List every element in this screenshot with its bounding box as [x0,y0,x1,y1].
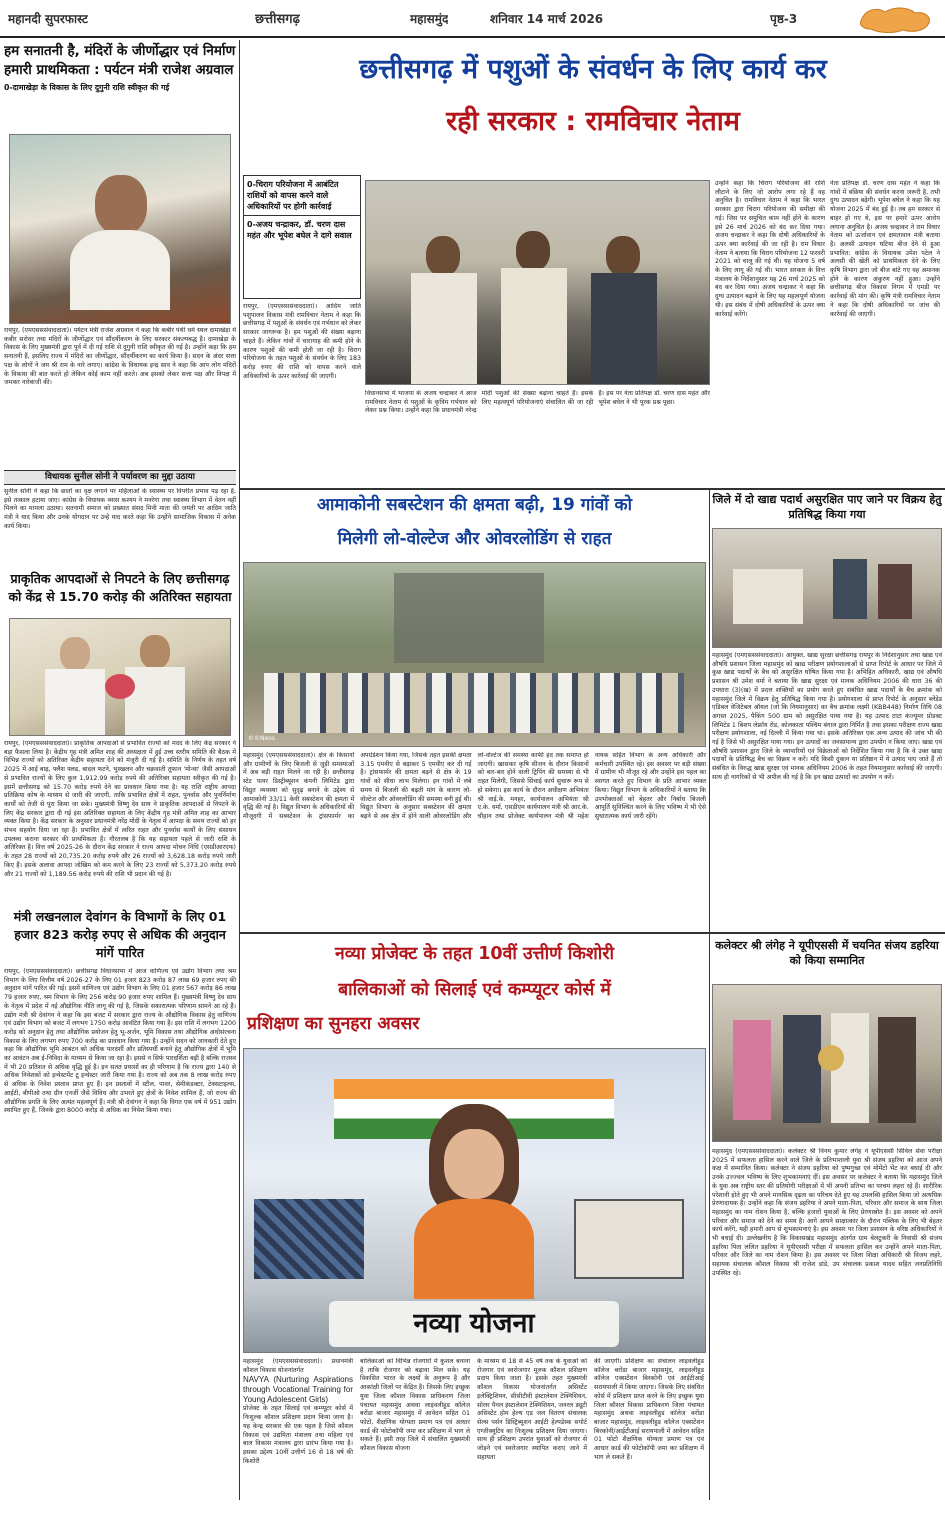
left-story-tourism-headline: हम सनातनी है, मंदिरों के जीर्णोद्धार एवं निर्माण हमारी प्राथमिकता : पर्यटन मंत्री राजेश अग्रवाल [4,43,236,78]
left-story-disaster-body: रायपुर, (एमएसससंवाददाता)। प्राकृतिक आपदाओं से प्रभावित राज्यों को मदद के लिए केंद्र सरकार ने बड़ा फैसला लिया है। केंद्रीय गृह मंत्री अमित शाह की अध्यक्षता में हुई उच्च स्तरीय समिति की बैठक में विभिन्न राज्यों को अतिरिक्त केंद्रीय सहायता देने को मंजूरी दी गई है। समिति के निर्णय के तहत वर्ष 2025 में आई बाढ़, फ्लैश फ्लड, बादल फटने, भूस्खलन और चक्रवाती तूफान 'मोन्था' जैसी आपदाओं से प्रभावित राज्यों के लिए कुल 1,912.99 करोड़ रुपये की अतिरिक्त सहायता स्वीकृत की गई है। इसमें छत्तीसगढ़ को 15.70 करोड़ रुपये देने का प्रावधान किया गया है। यह राशि राष्ट्रीय आपदा प्रतिक्रिया कोष के माध्यम से जारी की जाएगी, ताकि प्रभावित क्षेत्रों में राहत, पुनर्वास और पुनर्निर्माण कार्यों को तेजी से पूरा किया जा सके। मुख्यमंत्री विष्णु देव साय ने प्राकृतिक आपदाओं से निपटने के लिए केंद्र सरकार द्वारा दी गई इस अतिरिक्त सहायता के लिए केंद्रीय गृह मंत्री अमित शाह का आभार व्यक्त किया है। केंद्र सरकार के अनुसार प्रधानमंत्री नरेंद्र मोदी के नेतृत्व में आपदा के समय राज्यों को हर संभव सहयोग दिया जा रहा है। प्रभावित क्षेत्रों में त्वरित राहत और पुनर्वास कार्यों के लिए संसाधन उपलब्ध कराना सरकार की प्राथमिकता है। गौरतलब है कि यह सहायता पहले से जारी राशि के अतिरिक्त है। वित्त वर्ष 2025-26 के दौरान केंद्र सरकार ने राज्य आपदा मोचन निधि (एसडीआरएफ) के तहत 28 राज्यों को 20,735.20 करोड़ रुपये और 26 राज्यों को 3,628.18 करोड़ रुपये जारी किए हैं। इसके अलावा आपदा जोखिम को कम करने के लिए 23 राज्यों को 5,373.20 करोड़ रुपये और 21 राज्यों को 1,189.56 करोड़ रुपये की राशि भी प्रदान की गई है। [4,740,236,878]
navya-story [243,936,706,1498]
shah-meeting-photo [9,618,231,736]
food-safety-story [712,492,942,932]
substation-photo [243,562,706,747]
left-story-tourism-body: रायपुर, (एमएसससंवाददाता)। पर्यटन मंत्री राजेश अग्रवाल ने कहा कि कबीर पंथी धर्म स्थल दामाखेड़ा में कबीर सरोवर तथा मंदिरों के जीर्णोद्धार एवं सौंदर्यीकरण के लिए सरकार संकल्पबद्ध है। दामाखेड़ा के विकास के लिए मुख्यमंत्री द्वारा पूर्व में दी गई राशि से दुगुनी राशि स्वीकृत की गई है। उन्होंने कहा कि हम सनातनी हैं, इसलिए राज्य में मंदिरों का जीर्णोद्धार, सौंदर्यीकरण का कार्य किया है। सदन के अंदर सत्ता पक्ष के लोगों ने जय श्री राम के नारे लगाए। कांग्रेस के विधायक इन्द्र साव ने कहा कि आप लोग मंदिरों के विकास की बात करते हो लेकिन कोई काम नहीं करते। अब इसको लेकर सत्ता पक्ष और विपक्ष में जमकर नारेबाजी की। [4,327,236,387]
page-number: पृष्ठ-3 [770,12,798,26]
collector-photo [712,984,942,1142]
lead-headline-line2: रही सरकार : रामविचार नेताम [446,106,740,137]
food-safety-body: महासमुंद (एमएसससंवाददाता)। आयुक्त, खाद्य सुरक्षा छत्तीसगढ़ रायपुर के निर्देशानुसार तथा खाद्य एवं औषधि प्रशासन जिला महासमुंद को खाद्य परीक्षण प्रयोगशालाओं से प्राप्त रिपोर्ट के आधार पर जिले में कुछ खाद्य पदार्थों के बैच को असुरक्षित घोषित किया गया है। अभिहित अधिकारी, खाद्य एवं औषधि प्रशासन श्री उमेश वर्मा ने बताया कि खाद्य सुरक्षा एवं मानक अधिनियम 2006 की धारा 36 की उपधारा (3)(ख) में प्रदत्त शक्तियों का प्रयोग करते हुए संबंधित खाद्य पदार्थों के बैच क्रमांक को महासमुंद जिले में विक्रय हेतु प्रतिषिद्ध किया गया है। प्रयोगशाला से प्राप्त रिपोर्ट के अनुसार ब्लेंडेड एडिबल वेजिटेबल ऑयल (जो कि नियमानुसार) का बैच क्रमांक लक्ष्मी (KBB448) निर्माण तिथि 08 अगस्त 2025, पैकिंग 500 ग्राम को असुरक्षित पाया गया है। यह उत्पाद टाटा कंज्यूमर प्रोडक्ट लिमिटेड 1 बिशप लेफ्रॉय रोड, कोलकाता पश्चिम बंगाल द्वारा निर्मित है तथा इसका परीक्षण राज्य खाद्य परीक्षण प्रयोगशाला, नई दिल्ली में किया गया था। इसके अतिरिक्त एक अन्य उत्पाद की जांच भी की गई है जिसे भी असुरक्षित पाया गया। इन उत्पादों का जनसामान्य द्वारा उपयोग न किया जाए। खाद्य एवं औषधि प्रशासन द्वारा जिले के व्यापारियों एवं विक्रेताओं को निर्देशित किया गया है कि वे उक्त खाद्य पदार्थों के प्रतिषिद्ध बैच का विक्रय न करें। यदि किसी दुकान या प्रतिष्ठान में ये उत्पाद पाए जाते हैं तो संबंधित के विरुद्ध खाद्य सुरक्षा एवं मानक अधिनियम 2006 के तहत नियमानुसार कार्रवाई की जाएगी। साथ ही नागरिकों से भी अपील की गई है कि इन खाद्य उत्पादों का उपयोग न करें। [712,652,942,781]
issue-date: शनिवार 14 मार्च 2026 [490,12,604,26]
navya-body-col1 [243,1358,353,1498]
paper-name: महानदी सुपरफास्ट [8,12,88,26]
state-map-icon [855,3,935,37]
collector-story [712,936,942,1498]
lead-callouts [243,175,361,299]
left-story-environment-body: सुनील सोनी ने कहा कि छातों का वृक्ष लगाने पर महिलाओं के स्वास्थ्य पर विपरीत प्रभाव पड़ रहा है, इसे तत्काल हटाया जाए। कांग्रेस के विधायक व्यास कश्यप ने मनरेगा तथा स्वास्थ्य विभाग में वेतन नहीं मिलने का मामला उठाया। सतनामी समाज को प्रख्यात संसद मिनी माता की जयंती पर आदिम जाति मंत्री ने याद किया और उनके योगदान पर उन्हें याद करते कहा कि उन्होंने सामाजिक विकास में अनेक कार्य किया। [4,488,236,530]
substation-photo-credit: ©©Neos [248,735,275,742]
masthead [0,0,945,38]
navya-poster-caption-text: नव्या योजना [413,1308,535,1339]
navya-body-col3: के माध्यम से 18 से 45 वर्ष तक के युवाओं को रोजगार एवं स्वरोजगार मूलक कौशल प्रशिक्षण प्रदाय किया जाता है। इसके तहत मुख्यमंत्री कौशल विकास योजनांतर्गत असिस्टेंट इलेक्ट्रिशियन, सीसीटीवी इंस्टालेशन टेक्निशियन, सोलर पैनल इंस्टालेशन टेक्निशियन, जनरल ड्यूटी असिस्टेंट होम हेल्थ एड जल वितरण संचालक सेल्स पर्सन डिस्ट्रिब्यूशन आईटी हेल्पडेस्क सपोर्ट एग्जीक्यूटिव का निःशुल्क प्रशिक्षण दिया जाएगा। साथ ही प्रशिक्षण उपरांत युवाओं को रोजगार से जोड़ने एवं स्वरोजगार स्थापित कराए जाने में सहायता [477,1358,587,1461]
lead-body-col4: नेता प्रतिपक्ष डॉ. चरण दास महंत ने कहा कि गांवों में बछिया की संवर्धन करना जरूरी है, तभी दुग्ध उत्पादन बढ़ेगी। भूपेश बघेल ने कहा कि यह योजना 2025 में बंद हुई है। तब हम सरकार से बाहर हो गए थे, इस पर हमारे ऊपर आरोप लगाना अनुचित है। अजय चन्द्राकर ने राम विचार नेताम को ऊर्जावान एवं क्षमतावान मंत्री बताया है। अलसी उत्पादन घटिया बीज देने से हुआ प्रभावित: कांग्रेस के विधायक उमेश पटेल ने अलसी की खेती को प्राथमिकता देने के लिए कृषि विभाग द्वारा जो बीज बांटे गए वह अमानक होने के कारण अंकुरण नहीं हुआ। उन्होंने छत्तीसगढ़ बीज विकास निगम में एमडी पर कार्रवाई की मांग की। कृषि मंत्री रामविचार नेताम ने कहा कि दोषी अधिकारियों पर जांच की कार्रवाई की जाएगी। [830,180,940,318]
lead-body-col2: विधानसभा में भाजपा के अजय चन्द्राकर ने आज रामविचार नेताम से पशुओं के कृत्रिम गर्भधान को लेकर प्रश्न किया। उन्होंने कहा कि प्रधानमंत्री नरेन्द्र मोदी पशुओं की संख्या बढ़ाना चाहते हैं। इसके लिए महत्वपूर्ण परियोजनाएं संचालित की जा रही हैं। इस पर नेता प्रतिपक्ष डॉ. चरण दास महंत और भूपेश बघेल ने भी पूरक प्रश्न पूछा। [365,390,710,415]
lead-story [243,40,943,488]
navya-body-col1-text: प्रोजेक्ट के तहत सिलाई एवं कम्प्यूटर कोर्स में निःशुल्क कौशल प्रशिक्षण प्रदान किया जाना है। यह केन्द्र सरकार की एक पहल है जिसे कौशल विकास एवं उद्यमिता मंत्रालय तथा महिला एवं बाल विकास मंत्रालय द्वारा प्रारंभ किया गया है। इसका उद्देश्य 10वीं उत्तीर्ण 16 से 18 वर्ष की किशोरी [243,1405,353,1465]
registration-dots-center [460,1504,520,1514]
navya-body-col2: बालिकाओं को विभिन्न रोजगारों में कुशल बनाना है ताकि रोजगार को बढ़ावा मिल सके। यह विकसित भारत के लक्ष्यों के अनुरूप है और आकांक्षी जिलों पर केंद्रित है। जिसके लिए इच्छुक युवा जिला कौशल विकास प्राधिकरण जिला पंचायत महासमुंद अथवा लाइवलीहुड कॉलेज बरोंडा बाजार महासमुंद में आवेदन सहित 01 फोटो, शैक्षणिक योग्यता प्रमाण पत्र एवं आधार कार्ड की फोटोकॉपी जमा कर प्रशिक्षण में भाग ले सकते हैं। इसी तरह जिले में संचालित मुख्यमंत्री कौशल विकास योजना [360,1358,470,1453]
navya-headline-line2: बालिकाओं को सिलाई एवं कम्प्यूटर कोर्स में [338,980,611,1000]
navya-body-col4: की जाएगी। प्रशिक्षण का संचालन लाइवलीहुड कॉलेज बरोंडा बाजार महासमुंद, लाइवलीहुड कॉलेज एक्सटेंशन बिरकोनी एवं आईटीआई सरायपाली में किया जाएगा। जिसके लिए संबंधित कोर्स में प्रशिक्षण प्राप्त करने के लिए इच्छुक युवा जिला कौशल विकास प्राधिकरण जिला पंचायत महासमुंद अथवा लाइवलीहुड कॉलेज बरोंडा बाजार महासमुंद, लाइवलीहुड कॉलेज एक्सटेंशन बिरकोनी/आईटीआई सरायपाली में आवेदन सहित 01 फोटो शैक्षणिक योग्यता प्रमाण पत्र एवं आधार कार्ड की फोटोकॉपी जमा कर प्रशिक्षण में भाग ले सकते हैं। [594,1358,704,1461]
navya-body-col1-english: NAVYA (Nurturing Aspirations through Vocational Training for Young Adolescent Girls) [243,1375,353,1405]
city-name: महासमुंद [410,12,449,26]
left-story-tourism-subhead: 0-दामाखेड़ा के विकास के लिए दुगुनी राशि स्वीकृत की गई [4,83,170,92]
navya-body-col1-intro: महासमुंद (एमएसससंवाददाता)। प्रधानमंत्री कौशल विकास योजनांतर्गत [243,1358,353,1374]
registration-dots-left [195,1504,255,1514]
left-story-disaster-headline: प्राकृतिक आपदाओं से निपटने के लिए छत्तीसगढ़ को केंद्र से 15.70 करोड़ की अतिरिक्त सहायता [8,571,232,604]
navya-headline-line3: प्रशिक्षण का सुनहरा अवसर [247,1014,420,1034]
left-story-disaster [4,570,236,905]
left-story-industry-body: रायपुर, (एमएसससंवाददाता)। छत्तीसगढ़ विधानसभा में आज वाणिज्य एवं उद्योग विभाग तथा श्रम विभाग के लिए वित्तीय वर्ष 2026-27 के लिए 01 हजार 823 करोड़ 87 लाख 69 हजार रुपए की अनुदान मांगें पारित की गई। इसमें वाणिज्य एवं उद्योग विभाग के लिए 01 हजार 567 करोड़ 86 लाख 79 हजार रुपए, श्रम विभाग के लिए 256 करोड़ 90 हजार रुपए शामिल हैं। मुख्यमंत्री विष्णु देव साय के नेतृत्व में प्रदेश में नई औद्योगिक नीति लागू की गई है, जिसके सकारात्मक परिणाम सामने आ रहे हैं। उद्योग मंत्री श्री देवांगन ने कहा कि इस बजट में सरकार द्वारा राज्य के औद्योगिक विकास हेतु वाणिज्य एवं उद्योग विभाग को बजट में लगभग 1750 करोड़ आवंटित किया गया है। इस राशि में लगभग 1200 करोड़ को अनुदान हेतु तथा औद्योगिक प्रयोजन हेतु भू-अर्जन, भूमि विकास तथा औद्योगिक अधोसंरचना विकास के लिए लगभग रुपए 700 करोड़ का प्रावधान किया गया है। उन्होंने सदन को जानकारी देते हुए कहा कि औद्योगिक भूमि आबंटन को अधिक पारदर्शी और प्रतिस्पर्धी बनाने हेतु औद्योगिक क्षेत्रों में भूमि का आवंटन अब ई-निविदा के माध्यम से किया जा रहा है। इससे न सिर्फ पारदर्शिता बढ़ी है बल्कि राजस्व में भी 20 प्रतिशत से अधिक वृद्धि हुई है। इन सतत प्रयासों का ही परिणाम है कि राज्य द्वारा 140 से अधिक निवेशकों को इन्वेस्टमेंट टू इन्वेस्टर जारी किया गया है। राज्य को अब तक 8 लाख करोड़ रुपए से अधिक के निवेश प्रस्ताव प्राप्त हुए हैं। इन प्रस्तावों में स्टील, पावर, सेमीकंडक्टर, टेक्सटाइल्स, आईटी, बीपीओ तथा ग्रीन एनर्जी जैसे विविध और उभरते हुए क्षेत्रों के निवेश शामिल हैं, जो राज्य की औद्योगिक प्रगति के लिए अत्यंत महत्वपूर्ण हैं। मंत्री श्री देवांगन ने कहा कि विगत एक वर्ष में 951 उद्योग स्थापित हुए हैं, जिनके द्वारा 8000 करोड़ से अधिक का निवेश किया गया। [4,968,236,1115]
navya-poster [243,1048,706,1353]
left-story-environment-headline: विधायक सुनील सोनी ने पर्यावरण का मुद्दा उठाया [4,470,236,485]
lead-body-col1: रायपुर, (एमएसससंवाददाता)। आदिम जाति पशुपालन विकास मंत्री रामविचार नेताम ने कहा कि छत्तीसगढ़ में पशुओं के संवर्धन एवं गर्भधान को लेकर सरकार जागरूक है। हम पशुओं की संख्या बढ़ाना चाहते हैं। लेकिन गांवों में चारागाह की कमी होने के कारण पशुओं की कमी होती जा रही है। चिराग परियोजना के तहत पशुओं के संवर्धन के लिए 183 करोड़ रुपए की राशि को वापस करने वाले अधिकारियों के ऊपर कार्रवाई की जाएगी। [243,303,361,380]
lead-headline-line1: छत्तीसगढ़ में पशुओं के संवर्धन के लिए कार्य कर [359,54,827,85]
navya-headline-line1: नव्या प्रोजेक्ट के तहत 10वीं उत्तीर्ण किशोरी [334,944,615,964]
collector-body: महासमुंद (एमएसससंवाददाता)। कलेक्टर श्री विनय कुमार लंगेह ने यूपीएससी सिविल सेवा परीक्षा 2025 में सफलता हासिल करने वाले जिले के प्रतिभाशाली युवा श्री संजय डहरिया को आज अपने कक्ष में सम्मानित किया। कलेक्टर ने संजय डहरिया को पुष्पगुच्छ एवं मोमेंटो भेंट कर बधाई दी और उनके उज्ज्वल भविष्य के लिए शुभकामनाएं दीं। इस अवसर पर कलेक्टर ने बताया कि महासमुंद जिले के युवा अब राष्ट्रीय स्तर की प्रतियोगी परीक्षाओं में भी अपनी प्रतिभा का परचम लहरा रहे हैं। शारीरिक परेशानी होते हुए भी अपने मानसिक दृढ़ता का परिचय देते हुए यह उपलब्धि हासिल किया जो अत्यधिक प्रेरणादायक है। उन्होंने कहा कि संजय डहरिया ने अपने माता-पिता, परिवार और समाज के साथ जिला महासमुंद का नाम रोशन किया है, बल्कि हजारों युवाओं के लिए प्रेरणास्रोत है। इस अवसर को अपने परिवार और समाज को देने का समय है। आगे आपने साक्षात्कार के दौरान पब्लिक के लिए भी बेहतर कार्य करेंगे, यही हमारी आप से शुभकामनाएं है। इस अवसर पर जिला प्रशासन के वरिष्ठ अधिकारियों ने भी बधाई दी। उल्लेखनीय है कि विकासखंड महासमुंद अंतर्गत ग्राम बेलटुकरी के निवासी श्री संजय डहरिया पिता ललित डहरिया ने यूपीएससी परीक्षा में सफलता हासिल कर उन्होंने अपने माता-पिता, परिवार और जिले का नाम रोशन किया है। इस अवसर पर जिला शिक्षा अधिकारी श्री विजय लहरे, सहायक संचालक कौशल विकास श्री राजेश डांडे, उप संचालक प्रकाश यादव सहित जनप्रतिनिधि उपस्थित रहे। [712,1148,942,1277]
left-story-industry-headline: मंत्री लखनलाल देवांगन के विभागों के लिए 01 हजार 823 करोड़ रुपए से अधिक की अनुदान मांगें पारित [13,909,227,960]
registration-dots-right [720,1504,780,1514]
food-safety-headline: जिले में दो खाद्य पदार्थ असुरक्षित पाए जाने पर विक्रय हेतु प्रतिषिद्ध किया गया [712,493,942,521]
substation-headline-line2: मिलेगी लो-वोल्टेज और ओवरलोडिंग से राहत [337,529,612,549]
left-story-environment [4,470,236,566]
navya-poster-caption [329,1301,619,1347]
substation-headline-line1: आमाकोनी सबस्टेशन की क्षमता बढ़ी, 19 गांवों को [316,495,633,515]
lead-callout-questions: 0-अजय चन्द्राकर, डॉ. चरण दास महंत और भूपेश बघेल ने दागे सवाल [247,220,352,240]
lead-photo-ministers [365,180,710,385]
section-name: छत्तीसगढ़ [255,12,300,27]
substation-story [243,492,706,932]
collector-headline: कलेक्टर श्री लंगेह ने यूपीएससी में चयनित संजय डहरिया को किया सम्मानित [715,939,939,967]
left-story-tourism [4,42,236,467]
lead-callout-chirag: 0-चिराग परियोजना में आबंटित राशियों को वापस करने वाले अधिकारियों पर होगी कार्रवाई [244,176,360,216]
lead-body-col3: उन्होंने कहा कि चिराग परियोजना की राशि लौटाने के लिए जो आरोप लगा रहे हैं वह अनुचित है। रामविचार नेताम ने कहा कि भारत सरकार द्वारा चिराग परियोजना की समीक्षा की गई। जिस पर समुचित काम नहीं होने के कारण इसे 26 मार्च 2026 को बंद कर दिया गया। अजय चन्द्राकर ने कहा कि दोषी अधिकारियों के ऊपर क्या कार्रवाई की जा रही है। राम विचार नेताम ने बताया कि चिराग परियोजना 12 फरवरी 2021 को चालू की गई थी। यह योजना 5 वर्ष के लिए लागू की गई थी। भारत सरकार के वित्त मंत्रालय के निर्देशानुसार यह 26 मार्च 2025 को बंद कर दिया गया। अजय चन्द्राकर ने कहा कि दुग्ध उत्पादन बढ़ाने के लिए यह महत्वपूर्ण योजना थी। इस संबंध में दोषी अधिकारियों के ऊपर क्या कार्रवाई करेंगे। [715,180,825,318]
food-safety-photo [712,528,942,648]
left-story-industry [4,908,236,1500]
substation-body: महासमुंद (एमएसससंवाददाता)। क्षेत्र के किसानों और ग्रामीणों के लिए बिजली से जुड़ी समस्याओं में अब बड़ी राहत मिलने जा रही है। छत्तीसगढ़ स्टेट पावर डिस्ट्रीब्यूशन कंपनी लिमिटेड द्वारा विद्युत व्यवस्था को सुदृढ़ बनाने के उद्देश्य से आमाकोनी 33/11 केवी सबस्टेशन की क्षमता में वृद्धि की गई है। विद्युत विभाग के अधिकारियों की मौजूदगी में सबस्टेशन के ट्रांसफार्मर का अपग्रेडेशन किया गया, जिसके तहत इसकी क्षमता 3.15 एमवीए से बढ़ाकर 5 एमवीए कर दी गई है। ट्रांसफार्मर की क्षमता बढ़ने से क्षेत्र के 19 गांवों को सीधा लाभ मिलेगा। इन गांवों में लंबे समय से बिजली की बढ़ती मांग के कारण लो-वोल्टेज और ओवरलोडिंग की समस्या बनी हुई थी। विद्युत विभाग के अनुसार सबस्टेशन की क्षमता बढ़ने से अब क्षेत्र में होने वाली ओवरलोडिंग और लो-वोल्टेज की समस्या काफी हद तक समाप्त हो जाएगी। खासकर कृषि सीजन के दौरान किसानों को बार-बार होने वाली ट्रिपिंग की समस्या से भी राहत मिलेगी, जिससे सिंचाई कार्य सुचारू रूप से हो सकेगा। इस कार्य के दौरान अधीक्षण अभियंता श्री वाई.के. मनहर, कार्यपालन अभियंता श्री ए.के. वर्मा, एसडीएम कार्यपालन मंत्री श्री आर.के. चौहान तथा प्रोजेक्ट कार्यपालन मंत्री श्री महेश नायक सहित विभाग के अन्य अधिकारी और कर्मचारी उपस्थित रहे। इस अवसर पर बड़ी संख्या में ग्रामीण भी मौजूद रहे और उन्होंने इस पहल का स्वागत करते हुए विभाग के प्रति आभार व्यक्त किया। विद्युत विभाग के अधिकारियों ने बताया कि उपभोक्ताओं को बेहतर और निर्बाध बिजली आपूर्ति सुनिश्चित करने के लिए भविष्य में भी ऐसे सुधारात्मक कार्य जारी रहेंगे। [243,752,706,820]
minister-photo [9,134,231,324]
